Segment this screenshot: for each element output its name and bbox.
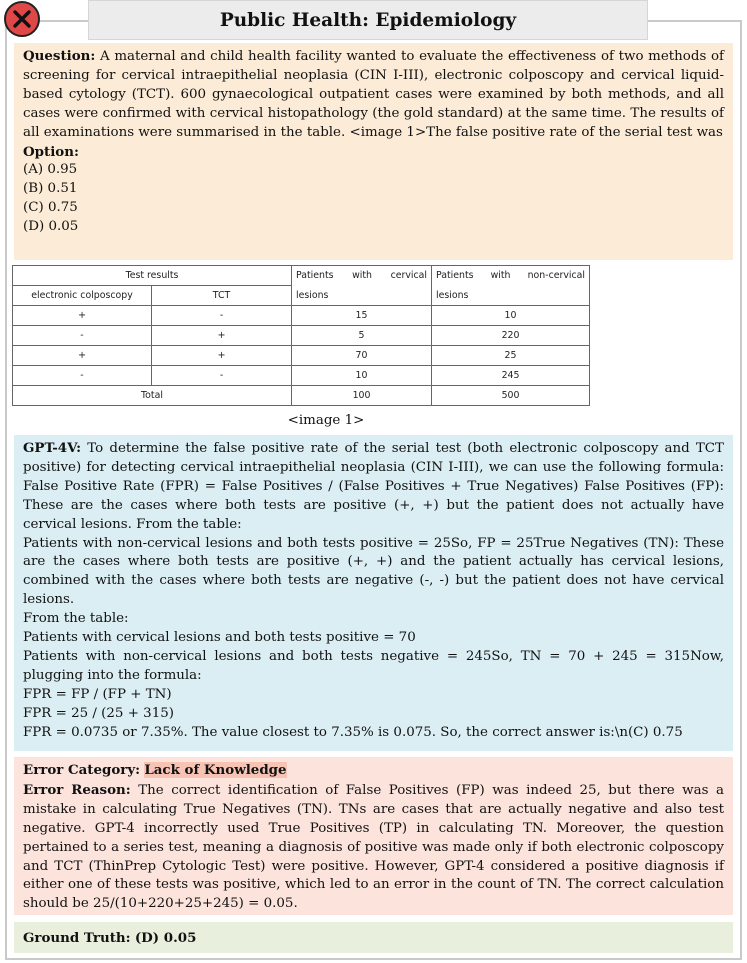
gpt-paragraph-8: FPR = 0.0735 or 7.35%. The value closest to 7.35% is 0.075. So, the correct answer is:\n(C) 0.75 [23,724,683,740]
option-d: (D) 0.05 [23,219,79,235]
cell-total-label: Total [13,386,292,406]
option-label: Option: [23,143,79,160]
gpt-paragraph-1 [23,439,724,535]
image-caption: <image 1> [287,413,365,428]
table-row [13,326,590,346]
header-cervical-word-3: cervical [390,270,427,281]
ground-truth-label: Ground Truth: [23,930,131,946]
header-noncervical-word-3: non-cervical [527,270,585,281]
error-reason-text: The correct identification of False Positives (FP) was indeed 25, but there was a mistake in calculating True Negatives (TN). TNs are cases that are actually negative and also test negative. GPT-4 incorrectly used True Positives (TP) in calculating TN. Moreover, the question pertained to a series test, meaning a diagnosis of positive was made only if both electronic colposcopy and TCT (ThinPrep Cytologic Test) were positive. However, GPT-4 considered a positive diagnosis if either one of these tests was positive, which led to an error in the count of TN. The correct calculation should be 25/(10+220+25+245) = 0.05. [23,782,724,912]
gpt-paragraph-5: Patients with non-cervical lesions and both tests negative = 245So, TN = 70 + 245 = 315Now, plugging into the formula: [23,648,724,683]
results-table [12,265,590,406]
table-total-row [13,386,590,406]
cell-tct: - [152,366,292,386]
header-tct: TCT [152,286,292,306]
gpt-paragraph-4: Patients with cervical lesions and both tests positive = 70 [23,630,416,646]
header-noncervical-word-2: with [490,270,511,281]
cell-noncervical: 245 [432,366,590,386]
cell-noncervical: 10 [432,306,590,326]
gpt-paragraph-2: Patients with non-cervical lesions and both tests positive = 25So, FP = 25True Negatives (TN): These are the cases where both tests are positive (+, +) and the patient actually has cervical lesions, combined with the cases where both tests are negative (-, -) but the patient does not have cervical lesions. [23,535,724,608]
header-noncervical-word-1: Patients [436,270,474,281]
cell-noncervical: 25 [432,346,590,366]
ground-truth-value: (D) 0.05 [134,930,197,946]
header-noncervical-word-4: lesions [436,290,469,301]
option-c: (C) 0.75 [23,200,78,216]
cell-tct: - [152,306,292,326]
error-reason-paragraph [23,781,724,914]
gpt-text-1: To determine the false positive rate of the serial test (both electronic colposcopy and TCT positive) for detecting cervical intraepithelial neoplasia (CIN I-III), we can use the following formula: False Positive Rate (FPR) = False Positives / (False Positives + True Negatives) False Positives (FP): These are the cases where both tests are positive (+, +) but the patient does not actually have cervical lesions. From the table: [23,441,724,532]
cell-cervical: 70 [292,346,432,366]
ground-truth-box [14,922,733,953]
cell-colposcopy: + [13,306,152,326]
title-text: Public Health: Epidemiology [219,9,517,31]
cell-total-noncervical: 500 [432,386,590,406]
cell-tct: + [152,326,292,346]
error-box [14,757,733,915]
header-cervical-word-2: with [352,270,372,281]
option-b: (B) 0.51 [23,181,78,197]
header-test-results: Test results [13,266,292,286]
error-x-icon [3,0,41,38]
cell-colposcopy: + [13,346,152,366]
question-text: A maternal and child health facility wanted to evaluate the effectiveness of two methods of screening for cervical intraepithelial neoplasia (CIN I-III), electronic colposcopy and cervical liquid-based cytology (TCT). 600 gynaecological outpatient cases were examined by both methods, and all cases were confirmed with cervical histopathology (the gold standard) at the same time. The results of all examinations were summarised in the table. <image 1>The false positive rate of the serial test was [23,49,724,140]
error-category-label: Error Category: [23,762,141,778]
option-a: (A) 0.95 [23,162,78,178]
header-colposcopy: electronic colposcopy [13,286,152,306]
header-cervical-word-4: lesions [296,290,329,301]
header-noncervical [432,266,590,306]
question-label: Question: [23,48,96,64]
gpt-paragraph-3: From the table: [23,611,129,627]
page-title [88,0,648,40]
cell-total-cervical: 100 [292,386,432,406]
header-cervical [292,266,432,306]
table-row [13,366,590,386]
error-reason-label: Error Reason: [23,781,131,798]
table-header-row [13,266,590,286]
error-category-line [23,761,724,781]
cell-colposcopy: - [13,366,152,386]
gpt-label: GPT-4V: [23,440,82,456]
cell-tct: + [152,346,292,366]
gpt-paragraph-7: FPR = 25 / (25 + 315) [23,705,174,721]
cell-noncervical: 220 [432,326,590,346]
cell-colposcopy: - [13,326,152,346]
table-row [13,346,590,366]
error-category-value: Lack of Knowledge [144,762,287,778]
question-box [14,43,733,260]
cell-cervical: 10 [292,366,432,386]
question-paragraph [23,47,724,143]
gpt-answer-box [14,435,733,751]
header-cervical-word-1: Patients [296,270,334,281]
cell-cervical: 5 [292,326,432,346]
table-row [13,306,590,326]
cell-cervical: 15 [292,306,432,326]
gpt-paragraph-6: FPR = FP / (FP + TN) [23,686,172,702]
